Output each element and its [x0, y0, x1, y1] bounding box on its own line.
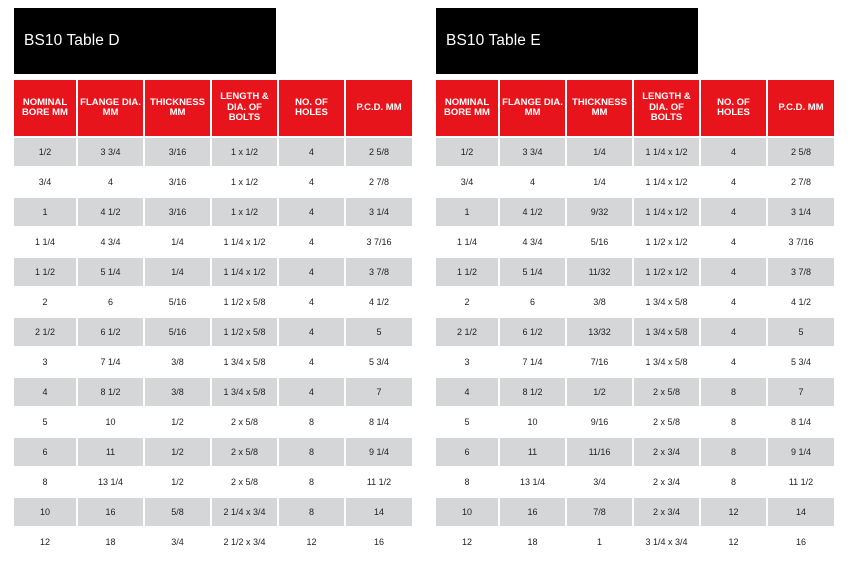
table-cell: 2 1/2 [14, 318, 76, 348]
table-cell: 4 [701, 228, 766, 258]
table-cell: 1 [436, 198, 498, 228]
table-cell: 4 1/2 [768, 288, 834, 318]
table-cell: 2 x 3/4 [634, 468, 699, 498]
table-row [14, 198, 412, 228]
table-cell: 1 [567, 528, 632, 558]
table-cell: 4 [279, 378, 344, 408]
table-cell: 1 1/4 x 1/2 [212, 228, 277, 258]
table-cell: 1 1/2 x 5/8 [212, 318, 277, 348]
table-row [14, 438, 412, 468]
table-cell: 6 1/2 [78, 318, 143, 348]
table-cell: 5 [14, 408, 76, 438]
table-cell: 3/16 [145, 168, 210, 198]
table-cell: 2 [436, 288, 498, 318]
table-cell: 9 1/4 [768, 438, 834, 468]
table-cell: 1 1/4 [14, 228, 76, 258]
table-cell: 3 [14, 348, 76, 378]
table-cell: 4 [279, 258, 344, 288]
table-title-text: BS10 Table D [24, 32, 120, 49]
table-cell: 11/32 [567, 258, 632, 288]
table-cell: 8 [279, 498, 344, 528]
table-cell: 3 7/8 [346, 258, 412, 288]
table-cell: 3/4 [567, 468, 632, 498]
table-cell: 3/8 [145, 348, 210, 378]
table-cell: 16 [78, 498, 143, 528]
table-cell: 11 1/2 [768, 468, 834, 498]
table-cell: 4 [279, 348, 344, 378]
table-cell: 12 [701, 528, 766, 558]
table-cell: 5 3/4 [346, 348, 412, 378]
table-row [14, 288, 412, 318]
table-row [14, 228, 412, 258]
table-cell: 10 [436, 498, 498, 528]
table-cell: 2 x 3/4 [634, 498, 699, 528]
column-header: FLANGE DIA. MM [78, 80, 143, 138]
table-cell: 1 x 1/2 [212, 138, 277, 168]
table-cell: 7/8 [567, 498, 632, 528]
table-row [436, 318, 834, 348]
table-cell: 3/4 [436, 168, 498, 198]
table-cell: 1/4 [567, 138, 632, 168]
table-e-panel [436, 8, 836, 558]
table-row [14, 468, 412, 498]
table-cell: 1 3/4 x 5/8 [634, 348, 699, 378]
table-row [14, 258, 412, 288]
table-cell: 14 [768, 498, 834, 528]
table-cell: 4 [701, 168, 766, 198]
table-cell: 2 1/2 [436, 318, 498, 348]
table-cell: 2 [14, 288, 76, 318]
table-row [436, 168, 834, 198]
table-cell: 10 [500, 408, 565, 438]
table-cell: 6 [78, 288, 143, 318]
table-cell: 1 1/2 x 5/8 [212, 288, 277, 318]
table-cell: 18 [500, 528, 565, 558]
column-header: NO. OF HOLES [701, 80, 766, 138]
table-cell: 7 1/4 [78, 348, 143, 378]
table-cell: 4 3/4 [500, 228, 565, 258]
table-cell: 4 [436, 378, 498, 408]
table-cell: 5 [768, 318, 834, 348]
table-cell: 4 [701, 348, 766, 378]
table-cell: 8 1/4 [346, 408, 412, 438]
table-cell: 4 [701, 288, 766, 318]
table-cell: 1 1/4 x 1/2 [634, 198, 699, 228]
table-cell: 2 x 5/8 [634, 408, 699, 438]
column-header: LENGTH & DIA. OF BOLTS [634, 80, 699, 138]
table-cell: 2 5/8 [346, 138, 412, 168]
table-row [436, 468, 834, 498]
table-cell: 3 1/4 [346, 198, 412, 228]
table-body [14, 138, 412, 558]
table-cell: 4 [279, 318, 344, 348]
table-cell: 5/16 [567, 228, 632, 258]
table-cell: 2 7/8 [346, 168, 412, 198]
table-row [436, 228, 834, 258]
table-cell: 12 [14, 528, 76, 558]
table-title-text: BS10 Table E [446, 32, 541, 49]
table-cell: 7 [768, 378, 834, 408]
table-cell: 1/4 [145, 258, 210, 288]
table-cell: 10 [14, 498, 76, 528]
table-cell: 11 [500, 438, 565, 468]
table-cell: 2 x 5/8 [212, 468, 277, 498]
table-cell: 2 1/2 x 3/4 [212, 528, 277, 558]
table-cell: 1/2 [436, 138, 498, 168]
table-cell: 1 3/4 x 5/8 [212, 378, 277, 408]
table-row [436, 198, 834, 228]
table-cell: 4 [279, 138, 344, 168]
table-cell: 8 [436, 468, 498, 498]
table-cell: 1 1/4 x 1/2 [634, 168, 699, 198]
table-cell: 1 x 1/2 [212, 198, 277, 228]
table-cell: 2 x 5/8 [212, 408, 277, 438]
column-header: LENGTH & DIA. OF BOLTS [212, 80, 277, 138]
table-cell: 8 [279, 468, 344, 498]
table-cell: 1 3/4 x 5/8 [634, 288, 699, 318]
table-cell: 1 3/4 x 5/8 [212, 348, 277, 378]
table-cell: 1 3/4 x 5/8 [634, 318, 699, 348]
table-row [436, 498, 834, 528]
table-cell: 3/4 [14, 168, 76, 198]
table-cell: 4 [279, 288, 344, 318]
column-header: NOMINAL BORE MM [436, 80, 498, 138]
table-row [436, 438, 834, 468]
table-cell: 5 3/4 [768, 348, 834, 378]
table-cell: 4 [701, 198, 766, 228]
table-cell: 5/16 [145, 288, 210, 318]
table-row [436, 408, 834, 438]
table-cell: 3/4 [145, 528, 210, 558]
table-row [436, 378, 834, 408]
table-cell: 1/2 [145, 408, 210, 438]
table-row [436, 348, 834, 378]
flange-spec-table [434, 80, 836, 558]
table-cell: 3/16 [145, 198, 210, 228]
table-cell: 5/16 [145, 318, 210, 348]
table-cell: 7 1/4 [500, 348, 565, 378]
table-cell: 5 [346, 318, 412, 348]
table-cell: 4 [701, 318, 766, 348]
table-cell: 4 [279, 168, 344, 198]
table-cell: 9/16 [567, 408, 632, 438]
table-row [436, 138, 834, 168]
table-cell: 2 x 5/8 [212, 438, 277, 468]
table-cell: 7/16 [567, 348, 632, 378]
table-cell: 8 [279, 408, 344, 438]
table-cell: 8 [279, 438, 344, 468]
table-cell: 1 1/2 x 1/2 [634, 258, 699, 288]
table-cell: 11 1/2 [346, 468, 412, 498]
table-cell: 3 3/4 [500, 138, 565, 168]
table-title [436, 8, 698, 74]
table-cell: 4 [701, 258, 766, 288]
table-cell: 1/4 [567, 168, 632, 198]
table-row [14, 138, 412, 168]
table-row [14, 528, 412, 558]
table-cell: 8 [701, 468, 766, 498]
table-cell: 3/16 [145, 138, 210, 168]
table-cell: 8 1/2 [78, 378, 143, 408]
table-d-panel [14, 8, 414, 558]
table-cell: 1 1/2 [14, 258, 76, 288]
table-cell: 4 [701, 138, 766, 168]
table-cell: 1/2 [145, 468, 210, 498]
table-cell: 4 [14, 378, 76, 408]
table-cell: 2 1/4 x 3/4 [212, 498, 277, 528]
table-cell: 1 1/4 x 1/2 [212, 258, 277, 288]
table-cell: 1 [14, 198, 76, 228]
table-cell: 18 [78, 528, 143, 558]
table-cell: 4 1/2 [78, 198, 143, 228]
table-cell: 3/8 [145, 378, 210, 408]
table-cell: 3 1/4 [768, 198, 834, 228]
table-cell: 4 1/2 [500, 198, 565, 228]
table-cell: 13 1/4 [78, 468, 143, 498]
table-cell: 4 1/2 [346, 288, 412, 318]
table-cell: 1 1/2 x 1/2 [634, 228, 699, 258]
table-cell: 8 [701, 378, 766, 408]
table-cell: 5 [436, 408, 498, 438]
table-row [14, 168, 412, 198]
table-row [14, 348, 412, 378]
table-cell: 11/16 [567, 438, 632, 468]
table-cell: 11 [78, 438, 143, 468]
table-cell: 6 [436, 438, 498, 468]
table-cell: 5 1/4 [78, 258, 143, 288]
column-header: P.C.D. MM [346, 80, 412, 138]
table-row [14, 318, 412, 348]
table-cell: 3 3/4 [78, 138, 143, 168]
table-cell: 5 1/4 [500, 258, 565, 288]
table-cell: 4 [279, 228, 344, 258]
table-cell: 3 7/16 [346, 228, 412, 258]
table-cell: 8 [14, 468, 76, 498]
table-cell: 1 1/4 [436, 228, 498, 258]
table-cell: 2 x 3/4 [634, 438, 699, 468]
table-cell: 13/32 [567, 318, 632, 348]
table-cell: 1 x 1/2 [212, 168, 277, 198]
table-cell: 1/2 [145, 438, 210, 468]
table-cell: 3 1/4 x 3/4 [634, 528, 699, 558]
table-row [14, 378, 412, 408]
table-cell: 8 1/4 [768, 408, 834, 438]
table-cell: 16 [768, 528, 834, 558]
table-cell: 10 [78, 408, 143, 438]
table-cell: 16 [346, 528, 412, 558]
column-header: FLANGE DIA. MM [500, 80, 565, 138]
table-cell: 9 1/4 [346, 438, 412, 468]
table-cell: 3 7/8 [768, 258, 834, 288]
table-cell: 6 [500, 288, 565, 318]
table-cell: 1/2 [567, 378, 632, 408]
table-row [14, 498, 412, 528]
table-cell: 2 5/8 [768, 138, 834, 168]
header-row [436, 80, 834, 138]
table-cell: 1/2 [14, 138, 76, 168]
column-header: THICKNESS MM [145, 80, 210, 138]
table-row [436, 288, 834, 318]
table-cell: 8 1/2 [500, 378, 565, 408]
column-header: P.C.D. MM [768, 80, 834, 138]
table-cell: 4 [500, 168, 565, 198]
column-header: NOMINAL BORE MM [14, 80, 76, 138]
column-header: NO. OF HOLES [279, 80, 344, 138]
header-row [14, 80, 412, 138]
table-cell: 1 1/2 [436, 258, 498, 288]
table-cell: 3 7/16 [768, 228, 834, 258]
table-cell: 6 [14, 438, 76, 468]
flange-spec-table [12, 80, 414, 558]
table-cell: 4 [279, 198, 344, 228]
table-cell: 2 x 5/8 [634, 378, 699, 408]
table-cell: 13 1/4 [500, 468, 565, 498]
table-body [436, 138, 834, 558]
table-row [436, 258, 834, 288]
column-header: THICKNESS MM [567, 80, 632, 138]
table-cell: 16 [500, 498, 565, 528]
table-cell: 8 [701, 438, 766, 468]
table-row [14, 408, 412, 438]
table-cell: 9/32 [567, 198, 632, 228]
table-title [14, 8, 276, 74]
table-cell: 2 7/8 [768, 168, 834, 198]
table-cell: 3 [436, 348, 498, 378]
table-cell: 5/8 [145, 498, 210, 528]
table-row [436, 528, 834, 558]
table-cell: 8 [701, 408, 766, 438]
table-cell: 14 [346, 498, 412, 528]
table-cell: 4 3/4 [78, 228, 143, 258]
table-cell: 7 [346, 378, 412, 408]
table-cell: 12 [436, 528, 498, 558]
table-cell: 1/4 [145, 228, 210, 258]
table-cell: 4 [78, 168, 143, 198]
table-cell: 12 [279, 528, 344, 558]
table-cell: 3/8 [567, 288, 632, 318]
table-cell: 12 [701, 498, 766, 528]
table-cell: 6 1/2 [500, 318, 565, 348]
table-cell: 1 1/4 x 1/2 [634, 138, 699, 168]
